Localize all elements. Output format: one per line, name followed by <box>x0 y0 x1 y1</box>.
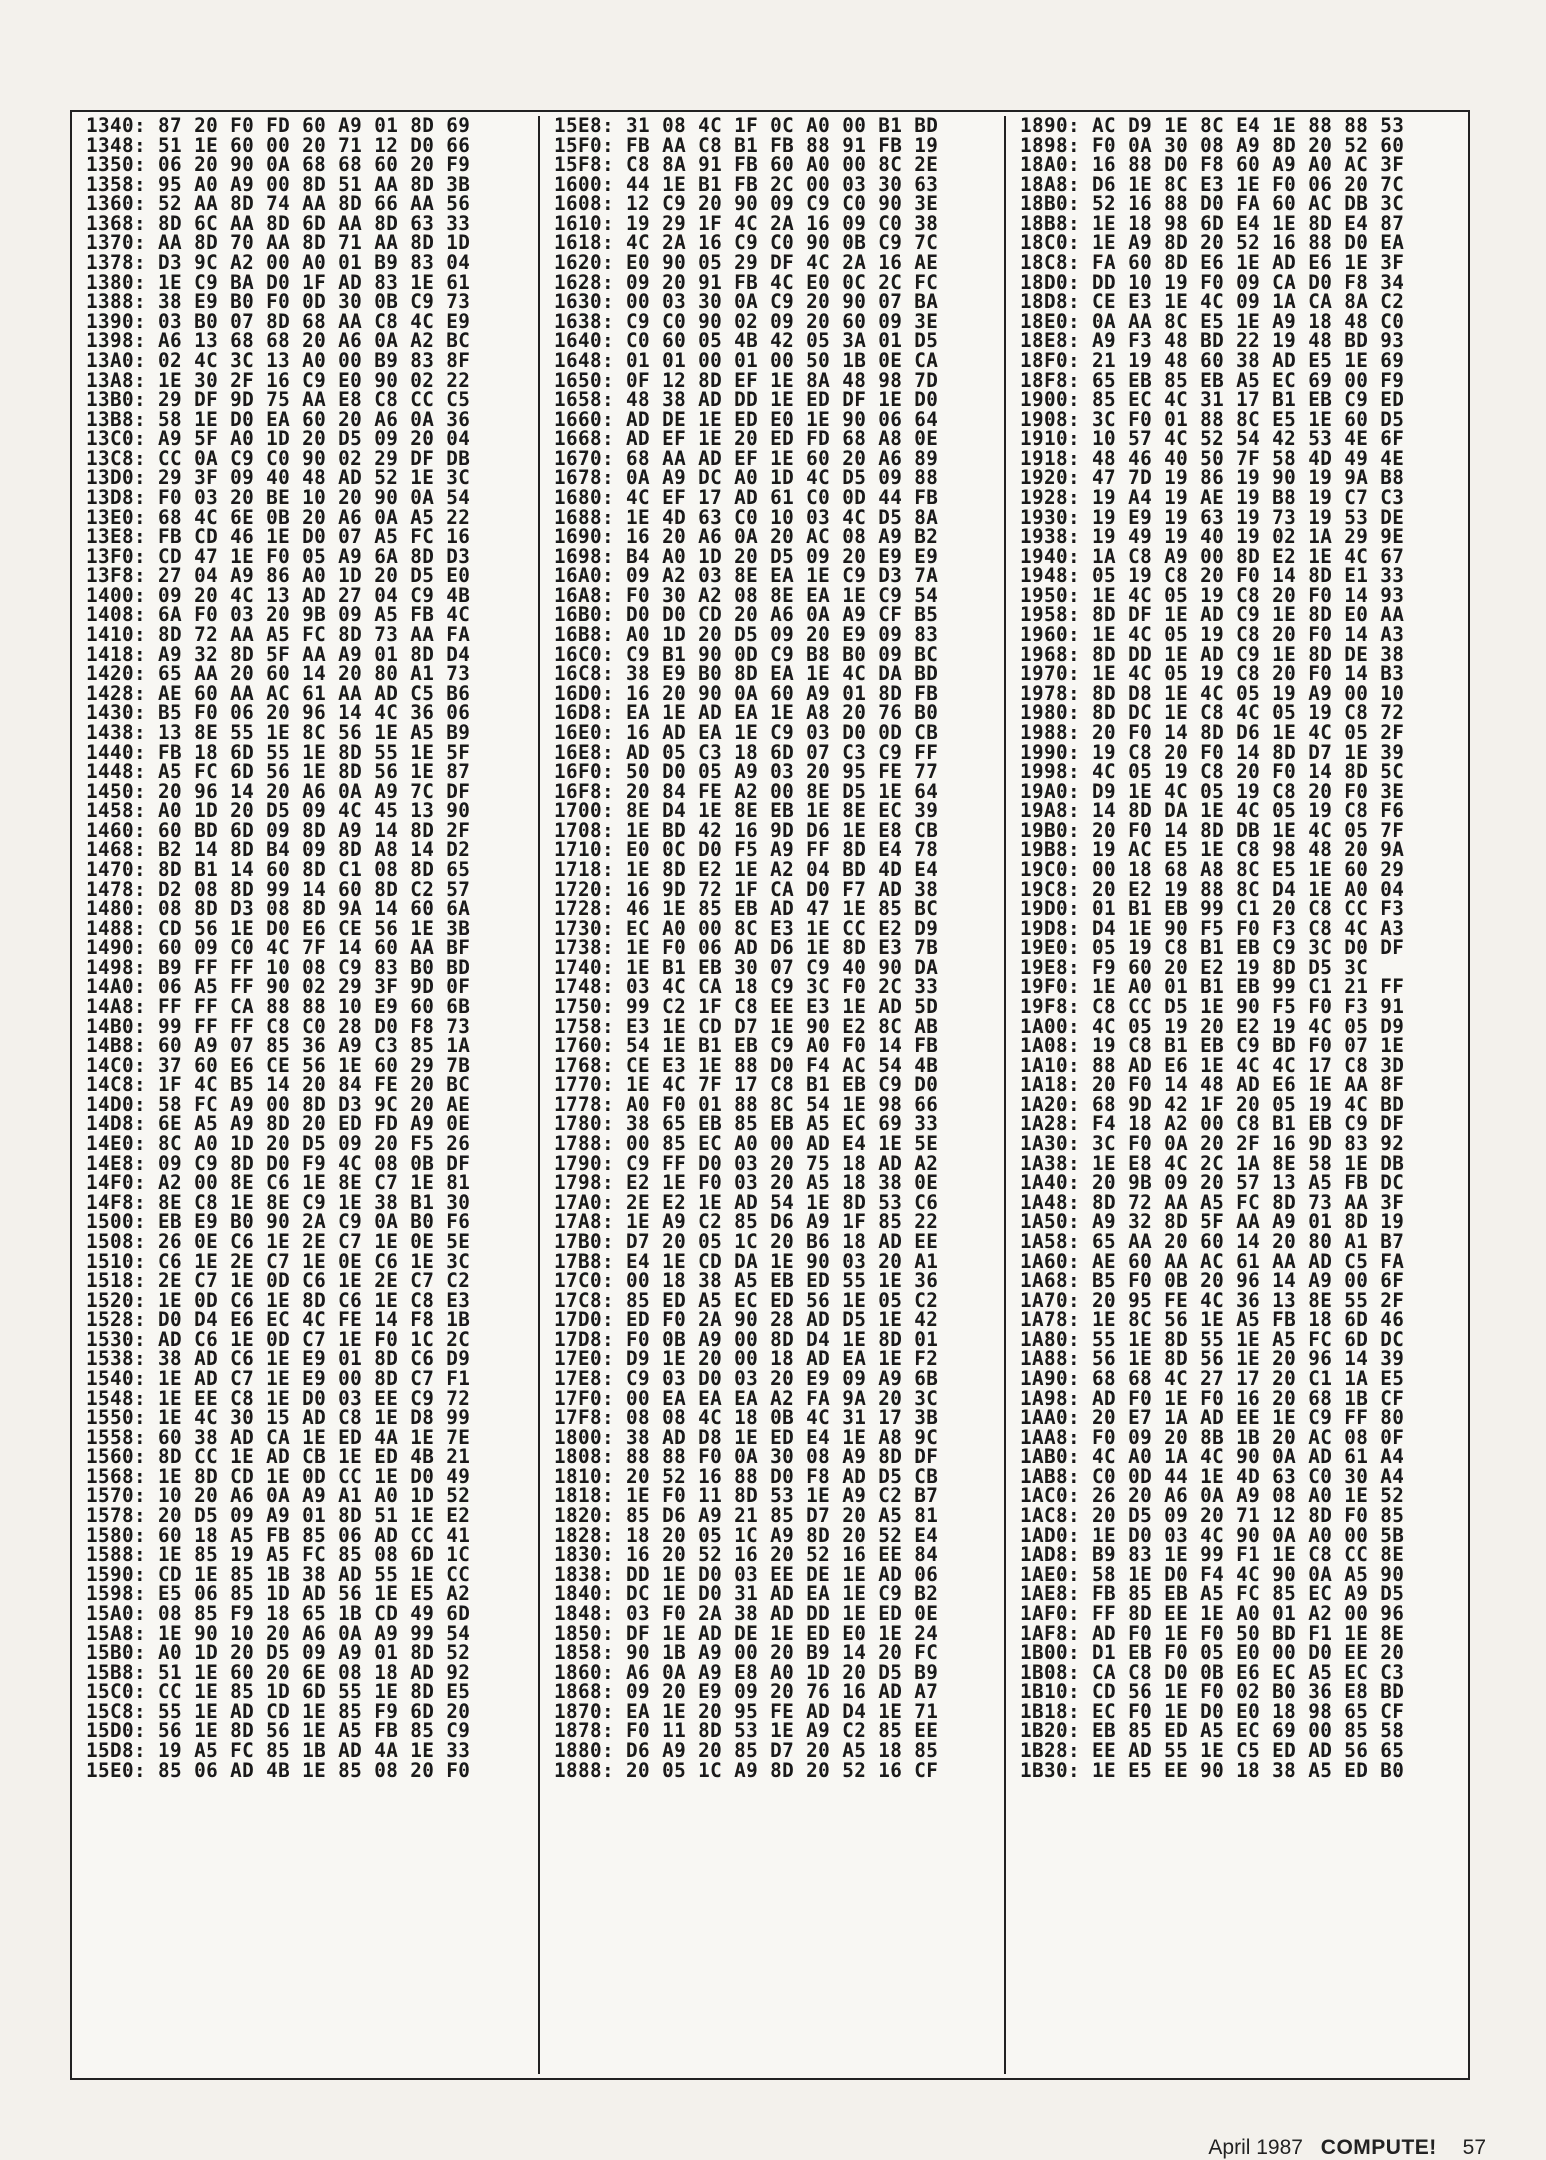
listing-line: 1AF8: AD F0 1E F0 50 BD F1 1E 8E <box>1020 1621 1405 1645</box>
listing-line: 1A38: 1E E8 4C 2C 1A 8E 58 1E DB <box>1020 1151 1405 1175</box>
listing-line: 1678: 0A A9 DC A0 1D 4C D5 09 88 <box>554 466 939 490</box>
listing-line: 17F8: 08 08 4C 18 0B 4C 31 17 3B <box>554 1406 939 1430</box>
listing-line: 1690: 16 20 A6 0A 20 AC 08 A9 B2 <box>554 525 939 549</box>
listing-line: 1880: D6 A9 20 85 D7 20 A5 18 85 <box>554 1738 939 1762</box>
listing-line: 1448: A5 FC 6D 56 1E 8D 56 1E 87 <box>86 760 471 784</box>
listing-line: 14D8: 6E A5 A9 8D 20 ED FD A9 0E <box>86 1112 471 1136</box>
listing-line: 1A40: 20 9B 09 20 57 13 A5 FB DC <box>1020 1171 1405 1195</box>
listing-line: 1960: 1E 4C 05 19 C8 20 F0 14 A3 <box>1020 623 1405 647</box>
listing-line: 15C0: CC 1E 85 1D 6D 55 1E 8D E5 <box>86 1680 471 1704</box>
listing-line: 1570: 10 20 A6 0A A9 A1 A0 1D 52 <box>86 1484 471 1508</box>
listing-line: 1698: B4 A0 1D 20 D5 09 20 E9 E9 <box>554 544 939 568</box>
listing-line: 1AB0: 4C A0 1A 4C 90 0A AD 61 A4 <box>1020 1445 1405 1469</box>
listing-line: 1660: AD DE 1E ED E0 1E 90 06 64 <box>554 407 939 431</box>
listing-line: 1898: F0 0A 30 08 A9 8D 20 52 60 <box>1020 133 1405 157</box>
listing-line: 1490: 60 09 C0 4C 7F 14 60 AA BF <box>86 936 471 960</box>
listing-line: 1468: B2 14 8D B4 09 8D A8 14 D2 <box>86 838 471 862</box>
listing-line: 1728: 46 1E 85 EB AD 47 1E 85 BC <box>554 897 939 921</box>
listing-line: 1928: 19 A4 19 AE 19 B8 19 C7 C3 <box>1020 485 1405 509</box>
listing-line: 1990: 19 C8 20 F0 14 8D D7 1E 39 <box>1020 740 1405 764</box>
listing-line: 16E0: 16 AD EA 1E C9 03 D0 0D CB <box>554 720 939 744</box>
listing-line: 13A8: 1E 30 2F 16 C9 E0 90 02 22 <box>86 368 471 392</box>
listing-line: 1408: 6A F0 03 20 9B 09 A5 FB 4C <box>86 603 471 627</box>
listing-line: 1598: E5 06 85 1D AD 56 1E E5 A2 <box>86 1582 471 1606</box>
listing-line: 17B8: E4 1E CD DA 1E 90 03 20 A1 <box>554 1249 939 1273</box>
listing-line: 16C8: 38 E9 B0 8D EA 1E 4C DA BD <box>554 662 939 686</box>
listing-line: 1910: 10 57 4C 52 54 42 53 4E 6F <box>1020 427 1405 451</box>
listing-line: 17A8: 1E A9 C2 85 D6 A9 1F 85 22 <box>554 1210 939 1234</box>
listing-line: 1820: 85 D6 A9 21 85 D7 20 A5 81 <box>554 1504 939 1528</box>
listing-line: 1800: 38 AD D8 1E ED E4 1E A8 9C <box>554 1425 939 1449</box>
listing-line: 1A00: 4C 05 19 20 E2 19 4C 05 D9 <box>1020 1014 1405 1038</box>
listing-line: 1438: 13 8E 55 1E 8C 56 1E A5 B9 <box>86 720 471 744</box>
listing-line: 1A28: F4 18 A2 00 C8 B1 EB C9 DF <box>1020 1112 1405 1136</box>
listing-line: 1850: DF 1E AD DE 1E ED E0 1E 24 <box>554 1621 939 1645</box>
listing-line: 15A8: 1E 90 10 20 A6 0A A9 99 54 <box>86 1621 471 1645</box>
listing-line: 18B0: 52 16 88 D0 FA 60 AC DB 3C <box>1020 192 1405 216</box>
listing-line: 17C8: 85 ED A5 EC ED 56 1E 05 C2 <box>554 1288 939 1312</box>
listing-line: 1AE8: FB 85 EB A5 FC 85 EC A9 D5 <box>1020 1582 1405 1606</box>
listing-line: 1620: E0 90 05 29 DF 4C 2A 16 AE <box>554 251 939 275</box>
program-listing <box>70 110 1470 2080</box>
listing-line: 1870: EA 1E 20 95 FE AD D4 1E 71 <box>554 1699 939 1723</box>
listing-line: 1560: 8D CC 1E AD CB 1E ED 4B 21 <box>86 1445 471 1469</box>
listing-line: 1648: 01 01 00 01 00 50 1B 0E CA <box>554 348 939 372</box>
listing-line: 17A0: 2E E2 1E AD 54 1E 8D 53 C6 <box>554 1190 939 1214</box>
listing-line: 1978: 8D D8 1E 4C 05 19 A9 00 10 <box>1020 681 1405 705</box>
listing-line: 1550: 1E 4C 30 15 AD C8 1E D8 99 <box>86 1406 471 1430</box>
listing-line: 1890: AC D9 1E 8C E4 1E 88 88 53 <box>1020 114 1405 137</box>
listing-line: 1440: FB 18 6D 55 1E 8D 55 1E 5F <box>86 740 471 764</box>
listing-line: 18D8: CE E3 1E 4C 09 1A CA 8A C2 <box>1020 290 1405 314</box>
listing-line: 1808: 88 88 F0 0A 30 08 A9 8D DF <box>554 1445 939 1469</box>
listing-line: 1AE0: 58 1E D0 F4 4C 90 0A A5 90 <box>1020 1562 1405 1586</box>
listing-line: 18F0: 21 19 48 60 38 AD E5 1E 69 <box>1020 348 1405 372</box>
listing-line: 19D0: 01 B1 EB 99 C1 20 C8 CC F3 <box>1020 897 1405 921</box>
listing-line: 1AC0: 26 20 A6 0A A9 08 A0 1E 52 <box>1020 1484 1405 1508</box>
listing-line: 16D8: EA 1E AD EA 1E A8 20 76 B0 <box>554 701 939 725</box>
listing-line: 14C0: 37 60 E6 CE 56 1E 60 29 7B <box>86 1053 471 1077</box>
listing-line: 1778: A0 F0 01 88 8C 54 1E 98 66 <box>554 1092 939 1116</box>
listing-line: 13E0: 68 4C 6E 0B 20 A6 0A A5 22 <box>86 505 471 529</box>
listing-line: 19F8: C8 CC D5 1E 90 F5 F0 F3 91 <box>1020 995 1405 1019</box>
listing-line: 1A20: 68 9D 42 1F 20 05 19 4C BD <box>1020 1092 1405 1116</box>
listing-line: 19A0: D9 1E 4C 05 19 C8 20 F0 3E <box>1020 779 1405 803</box>
listing-line: 1668: AD EF 1E 20 ED FD 68 A8 0E <box>554 427 939 451</box>
listing-line: 1730: EC A0 00 8C E3 1E CC E2 D9 <box>554 916 939 940</box>
listing-line: 1368: 8D 6C AA 8D 6D AA 8D 63 33 <box>86 211 471 235</box>
listing-line: 16A0: 09 A2 03 8E EA 1E C9 D3 7A <box>554 564 939 588</box>
listing-line: 1708: 1E BD 42 16 9D D6 1E E8 CB <box>554 818 939 842</box>
listing-line: 1350: 06 20 90 0A 68 68 60 20 F9 <box>86 153 471 177</box>
listing-line: 1B20: EB 85 ED A5 EC 69 00 85 58 <box>1020 1719 1405 1743</box>
listing-line: 15F8: C8 8A 91 FB 60 A0 00 8C 2E <box>554 153 939 177</box>
listing-line: 14F8: 8E C8 1E 8E C9 1E 38 B1 30 <box>86 1190 471 1214</box>
listing-line: 1A30: 3C F0 0A 20 2F 16 9D 83 92 <box>1020 1132 1405 1156</box>
listing-line: 19B8: 19 AC E5 1E C8 98 48 20 9A <box>1020 838 1405 862</box>
listing-line: 17F0: 00 EA EA EA A2 FA 9A 20 3C <box>554 1386 939 1410</box>
listing-line: 17B0: D7 20 05 1C 20 B6 18 AD EE <box>554 1229 939 1253</box>
listing-line: 15F0: FB AA C8 B1 FB 88 91 FB 19 <box>554 133 939 157</box>
listing-line: 1630: 00 03 30 0A C9 20 90 07 BA <box>554 290 939 314</box>
listing-line: 1A58: 65 AA 20 60 14 20 80 A1 B7 <box>1020 1229 1405 1253</box>
listing-line: 1480: 08 8D D3 08 8D 9A 14 60 6A <box>86 897 471 921</box>
listing-line: 1738: 1E F0 06 AD D6 1E 8D E3 7B <box>554 936 939 960</box>
listing-line: 1790: C9 FF D0 03 20 75 18 AD A2 <box>554 1151 939 1175</box>
listing-line: 16F8: 20 84 FE A2 00 8E D5 1E 64 <box>554 779 939 803</box>
listing-line: 1A48: 8D 72 AA A5 FC 8D 73 AA 3F <box>1020 1190 1405 1214</box>
listing-line: 1418: A9 32 8D 5F AA A9 01 8D D4 <box>86 642 471 666</box>
listing-line: 14E0: 8C A0 1D 20 D5 09 20 F5 26 <box>86 1132 471 1156</box>
listing-line: 1420: 65 AA 20 60 14 20 80 A1 73 <box>86 662 471 686</box>
listing-line: 1340: 87 20 F0 FD 60 A9 01 8D 69 <box>86 114 471 137</box>
listing-line: 17E0: D9 1E 20 00 18 AD EA 1E F2 <box>554 1347 939 1371</box>
listing-line: 18F8: 65 EB 85 EB A5 EC 69 00 F9 <box>1020 368 1405 392</box>
listing-line: 1858: 90 1B A9 00 20 B9 14 20 FC <box>554 1641 939 1665</box>
listing-line: 1388: 38 E9 B0 F0 0D 30 0B C9 73 <box>86 290 471 314</box>
listing-line: 1AA0: 20 E7 1A AD EE 1E C9 FF 80 <box>1020 1406 1405 1430</box>
listing-line: 1460: 60 BD 6D 09 8D A9 14 8D 2F <box>86 818 471 842</box>
listing-line: 14A8: FF FF CA 88 88 10 E9 60 6B <box>86 995 471 1019</box>
listing-line: 1370: AA 8D 70 AA 8D 71 AA 8D 1D <box>86 231 471 255</box>
listing-line: 13A0: 02 4C 3C 13 A0 00 B9 83 8F <box>86 348 471 372</box>
listing-line: 1558: 60 38 AD CA 1E ED 4A 1E 7E <box>86 1425 471 1449</box>
listing-column-3 <box>1004 116 1468 2074</box>
listing-line: 1848: 03 F0 2A 38 AD DD 1E ED 0E <box>554 1601 939 1625</box>
listing-line: 1A10: 88 AD E6 1E 4C 4C 17 C8 3D <box>1020 1053 1405 1077</box>
listing-line: 1548: 1E EE C8 1E D0 03 EE C9 72 <box>86 1386 471 1410</box>
listing-line: 16C0: C9 B1 90 0D C9 B8 B0 09 BC <box>554 642 939 666</box>
listing-line: 1618: 4C 2A 16 C9 C0 90 0B C9 7C <box>554 231 939 255</box>
listing-line: 1700: 8E D4 1E 8E EB 1E 8E EC 39 <box>554 799 939 823</box>
listing-line: 18C8: FA 60 8D E6 1E AD E6 1E 3F <box>1020 251 1405 275</box>
listing-line: 1428: AE 60 AA AC 61 AA AD C5 B6 <box>86 681 471 705</box>
listing-line: 1360: 52 AA 8D 74 AA 8D 66 AA 56 <box>86 192 471 216</box>
listing-line: 1530: AD C6 1E 0D C7 1E F0 1C 2C <box>86 1327 471 1351</box>
listing-line: 1B10: CD 56 1E F0 02 B0 36 E8 BD <box>1020 1680 1405 1704</box>
listing-line: 1968: 8D DD 1E AD C9 1E 8D DE 38 <box>1020 642 1405 666</box>
listing-line: 1748: 03 4C CA 18 C9 3C F0 2C 33 <box>554 975 939 999</box>
listing-line: 16E8: AD 05 C3 18 6D 07 C3 C9 FF <box>554 740 939 764</box>
listing-line: 1750: 99 C2 1F C8 EE E3 1E AD 5D <box>554 995 939 1019</box>
listing-line: 19E8: F9 60 20 E2 19 8D D5 3C <box>1020 955 1369 979</box>
listing-line: 1600: 44 1E B1 FB 2C 00 03 30 63 <box>554 172 939 196</box>
listing-line: 1718: 1E 8D E2 1E A2 04 BD 4D E4 <box>554 857 939 881</box>
listing-line: 1510: C6 1E 2E C7 1E 0E C6 1E 3C <box>86 1249 471 1273</box>
listing-line: 1900: 85 EC 4C 31 17 B1 EB C9 ED <box>1020 388 1405 412</box>
listing-line: 13C8: CC 0A C9 C0 90 02 29 DF DB <box>86 446 471 470</box>
listing-line: 18A0: 16 88 D0 F8 60 A9 A0 AC 3F <box>1020 153 1405 177</box>
listing-line: 1A50: A9 32 8D 5F AA A9 01 8D 19 <box>1020 1210 1405 1234</box>
listing-line: 15A0: 08 85 F9 18 65 1B CD 49 6D <box>86 1601 471 1625</box>
listing-line: 1610: 19 29 1F 4C 2A 16 09 C0 38 <box>554 211 939 235</box>
listing-line: 16A8: F0 30 A2 08 8E EA 1E C9 54 <box>554 583 939 607</box>
listing-line: 13B0: 29 DF 9D 75 AA E8 C8 CC C5 <box>86 388 471 412</box>
listing-line: 1868: 09 20 E9 09 20 76 16 AD A7 <box>554 1680 939 1704</box>
listing-line: 1878: F0 11 8D 53 1E A9 C2 85 EE <box>554 1719 939 1743</box>
listing-line: 18B8: 1E 18 98 6D E4 1E 8D E4 87 <box>1020 211 1405 235</box>
listing-line: 1378: D3 9C A2 00 A0 01 B9 83 04 <box>86 251 471 275</box>
listing-line: 1410: 8D 72 AA A5 FC 8D 73 AA FA <box>86 623 471 647</box>
listing-line: 1840: DC 1E D0 31 AD EA 1E C9 B2 <box>554 1582 939 1606</box>
listing-line: 1B30: 1E E5 EE 90 18 38 A5 ED B0 <box>1020 1758 1405 1782</box>
listing-line: 13C0: A9 5F A0 1D 20 D5 09 20 04 <box>86 427 471 451</box>
listing-line: 1958: 8D DF 1E AD C9 1E 8D E0 AA <box>1020 603 1405 627</box>
listing-line: 1950: 1E 4C 05 19 C8 20 F0 14 93 <box>1020 583 1405 607</box>
listing-line: 1458: A0 1D 20 D5 09 4C 45 13 90 <box>86 799 471 823</box>
listing-line: 1A98: AD F0 1E F0 16 20 68 1B CF <box>1020 1386 1405 1410</box>
listing-line: 19A8: 14 8D DA 1E 4C 05 19 C8 F6 <box>1020 799 1405 823</box>
listing-line: 19F0: 1E A0 01 B1 EB 99 C1 21 FF <box>1020 975 1405 999</box>
listing-line: 1830: 16 20 52 16 20 52 16 EE 84 <box>554 1543 939 1567</box>
listing-line: 1580: 60 18 A5 FB 85 06 AD CC 41 <box>86 1523 471 1547</box>
listing-line: 1A08: 19 C8 B1 EB C9 BD F0 07 1E <box>1020 1034 1405 1058</box>
listing-line: 16B0: D0 D0 CD 20 A6 0A A9 CF B5 <box>554 603 939 627</box>
listing-line: 14E8: 09 C9 8D D0 F9 4C 08 0B DF <box>86 1151 471 1175</box>
listing-line: 13F8: 27 04 A9 86 A0 1D 20 D5 E0 <box>86 564 471 588</box>
listing-line: 14A0: 06 A5 FF 90 02 29 3F 9D 0F <box>86 975 471 999</box>
listing-line: 1760: 54 1E B1 EB C9 A0 F0 14 FB <box>554 1034 939 1058</box>
listing-line: 1520: 1E 0D C6 1E 8D C6 1E C8 E3 <box>86 1288 471 1312</box>
listing-line: 14B8: 60 A9 07 85 36 A9 C3 85 1A <box>86 1034 471 1058</box>
listing-line: 1918: 48 46 40 50 7F 58 4D 49 4E <box>1020 446 1405 470</box>
listing-line: 1768: CE E3 1E 88 D0 F4 AC 54 4B <box>554 1053 939 1077</box>
listing-line: 1818: 1E F0 11 8D 53 1E A9 C2 B7 <box>554 1484 939 1508</box>
listing-line: 1B28: EE AD 55 1E C5 ED AD 56 65 <box>1020 1738 1405 1762</box>
listing-line: 19D8: D4 1E 90 F5 F0 F3 C8 4C A3 <box>1020 916 1405 940</box>
listing-line: 1AD0: 1E D0 03 4C 90 0A A0 00 5B <box>1020 1523 1405 1547</box>
listing-line: 1488: CD 56 1E D0 E6 CE 56 1E 3B <box>86 916 471 940</box>
listing-line: 15D0: 56 1E 8D 56 1E A5 FB 85 C9 <box>86 1719 471 1743</box>
listing-line: 1470: 8D B1 14 60 8D C1 08 8D 65 <box>86 857 471 881</box>
listing-line: 17D0: ED F0 2A 90 28 AD D5 1E 42 <box>554 1308 939 1332</box>
listing-line: 1860: A6 0A A9 E8 A0 1D 20 D5 B9 <box>554 1660 939 1684</box>
listing-line: 1380: 1E C9 BA D0 1F AD 83 1E 61 <box>86 270 471 294</box>
listing-line: 14F0: A2 00 8E C6 1E 8E C7 1E 81 <box>86 1171 471 1195</box>
listing-line: 1710: E0 0C D0 F5 A9 FF 8D E4 78 <box>554 838 939 862</box>
listing-line: 1888: 20 05 1C A9 8D 20 52 16 CF <box>554 1758 939 1782</box>
listing-line: 15D8: 19 A5 FC 85 1B AD 4A 1E 33 <box>86 1738 471 1762</box>
page-footer <box>1208 2136 1486 2160</box>
listing-line: 1608: 12 C9 20 90 09 C9 C0 90 3E <box>554 192 939 216</box>
listing-line: 1538: 38 AD C6 1E E9 01 8D C6 D9 <box>86 1347 471 1371</box>
listing-line: 1478: D2 08 8D 99 14 60 8D C2 57 <box>86 877 471 901</box>
listing-line: 1798: E2 1E F0 03 20 A5 18 38 0E <box>554 1171 939 1195</box>
listing-line: 13E8: FB CD 46 1E D0 07 A5 FC 16 <box>86 525 471 549</box>
listing-line: 16B8: A0 1D 20 D5 09 20 E9 09 83 <box>554 623 939 647</box>
listing-line: 1500: EB E9 B0 90 2A C9 0A B0 F6 <box>86 1210 471 1234</box>
listing-line: 1568: 1E 8D CD 1E 0D CC 1E D0 49 <box>86 1464 471 1488</box>
listing-line: 1518: 2E C7 1E 0D C6 1E 2E C7 C2 <box>86 1269 471 1293</box>
listing-line: 1430: B5 F0 06 20 96 14 4C 36 06 <box>86 701 471 725</box>
listing-line: 18C0: 1E A9 8D 20 52 16 88 D0 EA <box>1020 231 1405 255</box>
listing-line: 1670: 68 AA AD EF 1E 60 20 A6 89 <box>554 446 939 470</box>
listing-line: 1828: 18 20 05 1C A9 8D 20 52 E4 <box>554 1523 939 1547</box>
listing-line: 18E0: 0A AA 8C E5 1E A9 18 48 C0 <box>1020 309 1405 333</box>
listing-line: 19E0: 05 19 C8 B1 EB C9 3C D0 DF <box>1020 936 1405 960</box>
listing-line: 1A70: 20 95 FE 4C 36 13 8E 55 2F <box>1020 1288 1405 1312</box>
listing-line: 1A60: AE 60 AA AC 61 AA AD C5 FA <box>1020 1249 1405 1273</box>
listing-line: 1940: 1A C8 A9 00 8D E2 1E 4C 67 <box>1020 544 1405 568</box>
listing-line: 1650: 0F 12 8D EF 1E 8A 48 98 7D <box>554 368 939 392</box>
listing-line: 15E8: 31 08 4C 1F 0C A0 00 B1 BD <box>554 114 939 137</box>
listing-line: 1938: 19 49 19 40 19 02 1A 29 9E <box>1020 525 1405 549</box>
listing-line: 15E0: 85 06 AD 4B 1E 85 08 20 F0 <box>86 1758 471 1782</box>
listing-line: 1540: 1E AD C7 1E E9 00 8D C7 F1 <box>86 1367 471 1390</box>
listing-line: 1970: 1E 4C 05 19 C8 20 F0 14 B3 <box>1020 662 1405 686</box>
listing-line: 1A80: 55 1E 8D 55 1E A5 FC 6D DC <box>1020 1327 1405 1351</box>
listing-line: 1B08: CA C8 D0 0B E6 EC A5 EC C3 <box>1020 1660 1405 1684</box>
listing-line: 19C0: 00 18 68 A8 8C E5 1E 60 29 <box>1020 857 1405 881</box>
listing-line: 15C8: 55 1E AD CD 1E 85 F9 6D 20 <box>86 1699 471 1723</box>
issue-date: April 1987 <box>1208 2136 1303 2159</box>
listing-line: 16F0: 50 D0 05 A9 03 20 95 FE 77 <box>554 760 939 784</box>
listing-line: 15B8: 51 1E 60 20 6E 08 18 AD 92 <box>86 1660 471 1684</box>
listing-line: 1398: A6 13 68 68 20 A6 0A A2 BC <box>86 329 471 353</box>
listing-line: 1AB8: C0 0D 44 1E 4D 63 C0 30 A4 <box>1020 1464 1405 1488</box>
listing-line: 1400: 09 20 4C 13 AD 27 04 C9 4B <box>86 583 471 607</box>
listing-line: 1758: E3 1E CD D7 1E 90 E2 8C AB <box>554 1014 939 1038</box>
magazine-name: COMPUTE! <box>1320 2136 1437 2159</box>
listing-line: 1640: C0 60 05 4B 42 05 3A 01 D5 <box>554 329 939 353</box>
listing-line: 1590: CD 1E 85 1B 38 AD 55 1E CC <box>86 1562 471 1586</box>
listing-column-1 <box>72 116 538 2074</box>
listing-line: 13B8: 58 1E D0 EA 60 20 A6 0A 36 <box>86 407 471 431</box>
listing-line: 13F0: CD 47 1E F0 05 A9 6A 8D D3 <box>86 544 471 568</box>
listing-line: 1578: 20 D5 09 A9 01 8D 51 1E E2 <box>86 1504 471 1528</box>
listing-line: 17E8: C9 03 D0 03 20 E9 09 A9 6B <box>554 1367 939 1390</box>
listing-line: 19B0: 20 F0 14 8D DB 1E 4C 05 7F <box>1020 818 1405 842</box>
listing-line: 1498: B9 FF FF 10 08 C9 83 B0 BD <box>86 955 471 979</box>
listing-line: 17D8: F0 0B A9 00 8D D4 1E 8D 01 <box>554 1327 939 1351</box>
listing-line: 1930: 19 E9 19 63 19 73 19 53 DE <box>1020 505 1405 529</box>
listing-line: 1948: 05 19 C8 20 F0 14 8D E1 33 <box>1020 564 1405 588</box>
listing-line: 1838: DD 1E D0 03 EE DE 1E AD 06 <box>554 1562 939 1586</box>
listing-line: 18D0: DD 10 19 F0 09 CA D0 F8 34 <box>1020 270 1405 294</box>
listing-line: 1588: 1E 85 19 A5 FC 85 08 6D 1C <box>86 1543 471 1567</box>
page-number: 57 <box>1462 2136 1486 2159</box>
listing-line: 1720: 16 9D 72 1F CA D0 F7 AD 38 <box>554 877 939 901</box>
listing-line: 1AC8: 20 D5 09 20 71 12 8D F0 85 <box>1020 1504 1405 1528</box>
listing-line: 1348: 51 1E 60 00 20 71 12 D0 66 <box>86 133 471 157</box>
listing-line: 1390: 03 B0 07 8D 68 AA C8 4C E9 <box>86 309 471 333</box>
listing-line: 1B00: D1 EB F0 05 E0 00 D0 EE 20 <box>1020 1641 1405 1665</box>
listing-line: 1740: 1E B1 EB 30 07 C9 40 90 DA <box>554 955 939 979</box>
listing-line: 1780: 38 65 EB 85 EB A5 EC 69 33 <box>554 1112 939 1136</box>
listing-line: 1908: 3C F0 01 88 8C E5 1E 60 D5 <box>1020 407 1405 431</box>
listing-line: 1658: 48 38 AD DD 1E ED DF 1E D0 <box>554 388 939 412</box>
listing-line: 1AD8: B9 83 1E 99 F1 1E C8 CC 8E <box>1020 1543 1405 1567</box>
listing-line: 1788: 00 85 EC A0 00 AD E4 1E 5E <box>554 1132 939 1156</box>
listing-line: 1988: 20 F0 14 8D D6 1E 4C 05 2F <box>1020 720 1405 744</box>
listing-line: 15B0: A0 1D 20 D5 09 A9 01 8D 52 <box>86 1641 471 1665</box>
listing-line: 16D0: 16 20 90 0A 60 A9 01 8D FB <box>554 681 939 705</box>
listing-line: 1508: 26 0E C6 1E 2E C7 1E 0E 5E <box>86 1229 471 1253</box>
listing-line: 1A90: 68 68 4C 27 17 20 C1 1A E5 <box>1020 1367 1405 1390</box>
listing-line: 1A78: 1E 8C 56 1E A5 FB 18 6D 46 <box>1020 1308 1405 1332</box>
listing-line: 13D8: F0 03 20 BE 10 20 90 0A 54 <box>86 485 471 509</box>
listing-line: 1688: 1E 4D 63 C0 10 03 4C D5 8A <box>554 505 939 529</box>
listing-line: 1920: 47 7D 19 86 19 90 19 9A B8 <box>1020 466 1405 490</box>
listing-line: 17C0: 00 18 38 A5 EB ED 55 1E 36 <box>554 1269 939 1293</box>
listing-line: 1980: 8D DC 1E C8 4C 05 19 C8 72 <box>1020 701 1405 725</box>
listing-line: 1450: 20 96 14 20 A6 0A A9 7C DF <box>86 779 471 803</box>
listing-line: 1810: 20 52 16 88 D0 F8 AD D5 CB <box>554 1464 939 1488</box>
listing-line: 1A88: 56 1E 8D 56 1E 20 96 14 39 <box>1020 1347 1405 1371</box>
listing-line: 1B18: EC F0 1E D0 E0 18 98 65 CF <box>1020 1699 1405 1723</box>
listing-line: 1770: 1E 4C 7F 17 C8 B1 EB C9 D0 <box>554 1073 939 1097</box>
listing-line: 1358: 95 A0 A9 00 8D 51 AA 8D 3B <box>86 172 471 196</box>
listing-line: 19C8: 20 E2 19 88 8C D4 1E A0 04 <box>1020 877 1405 901</box>
listing-line: 14C8: 1F 4C B5 14 20 84 FE 20 BC <box>86 1073 471 1097</box>
listing-line: 1680: 4C EF 17 AD 61 C0 0D 44 FB <box>554 485 939 509</box>
listing-line: 1A18: 20 F0 14 48 AD E6 1E AA 8F <box>1020 1073 1405 1097</box>
listing-line: 1528: D0 D4 E6 EC 4C FE 14 F8 1B <box>86 1308 471 1332</box>
listing-line: 18A8: D6 1E 8C E3 1E F0 06 20 7C <box>1020 172 1405 196</box>
listing-line: 13D0: 29 3F 09 40 48 AD 52 1E 3C <box>86 466 471 490</box>
listing-line: 1AA8: F0 09 20 8B 1B 20 AC 08 0F <box>1020 1425 1405 1449</box>
listing-line: 18E8: A9 F3 48 BD 22 19 48 BD 93 <box>1020 329 1405 353</box>
listing-column-2 <box>538 116 1004 2074</box>
listing-line: 1628: 09 20 91 FB 4C E0 0C 2C FC <box>554 270 939 294</box>
listing-line: 1998: 4C 05 19 C8 20 F0 14 8D 5C <box>1020 760 1405 784</box>
listing-line: 1638: C9 C0 90 02 09 20 60 09 3E <box>554 309 939 333</box>
listing-line: 1A68: B5 F0 0B 20 96 14 A9 00 6F <box>1020 1269 1405 1293</box>
listing-line: 14B0: 99 FF FF C8 C0 28 D0 F8 73 <box>86 1014 471 1038</box>
listing-line: 14D0: 58 FC A9 00 8D D3 9C 20 AE <box>86 1092 471 1116</box>
listing-line: 1AF0: FF 8D EE 1E A0 01 A2 00 96 <box>1020 1601 1405 1625</box>
